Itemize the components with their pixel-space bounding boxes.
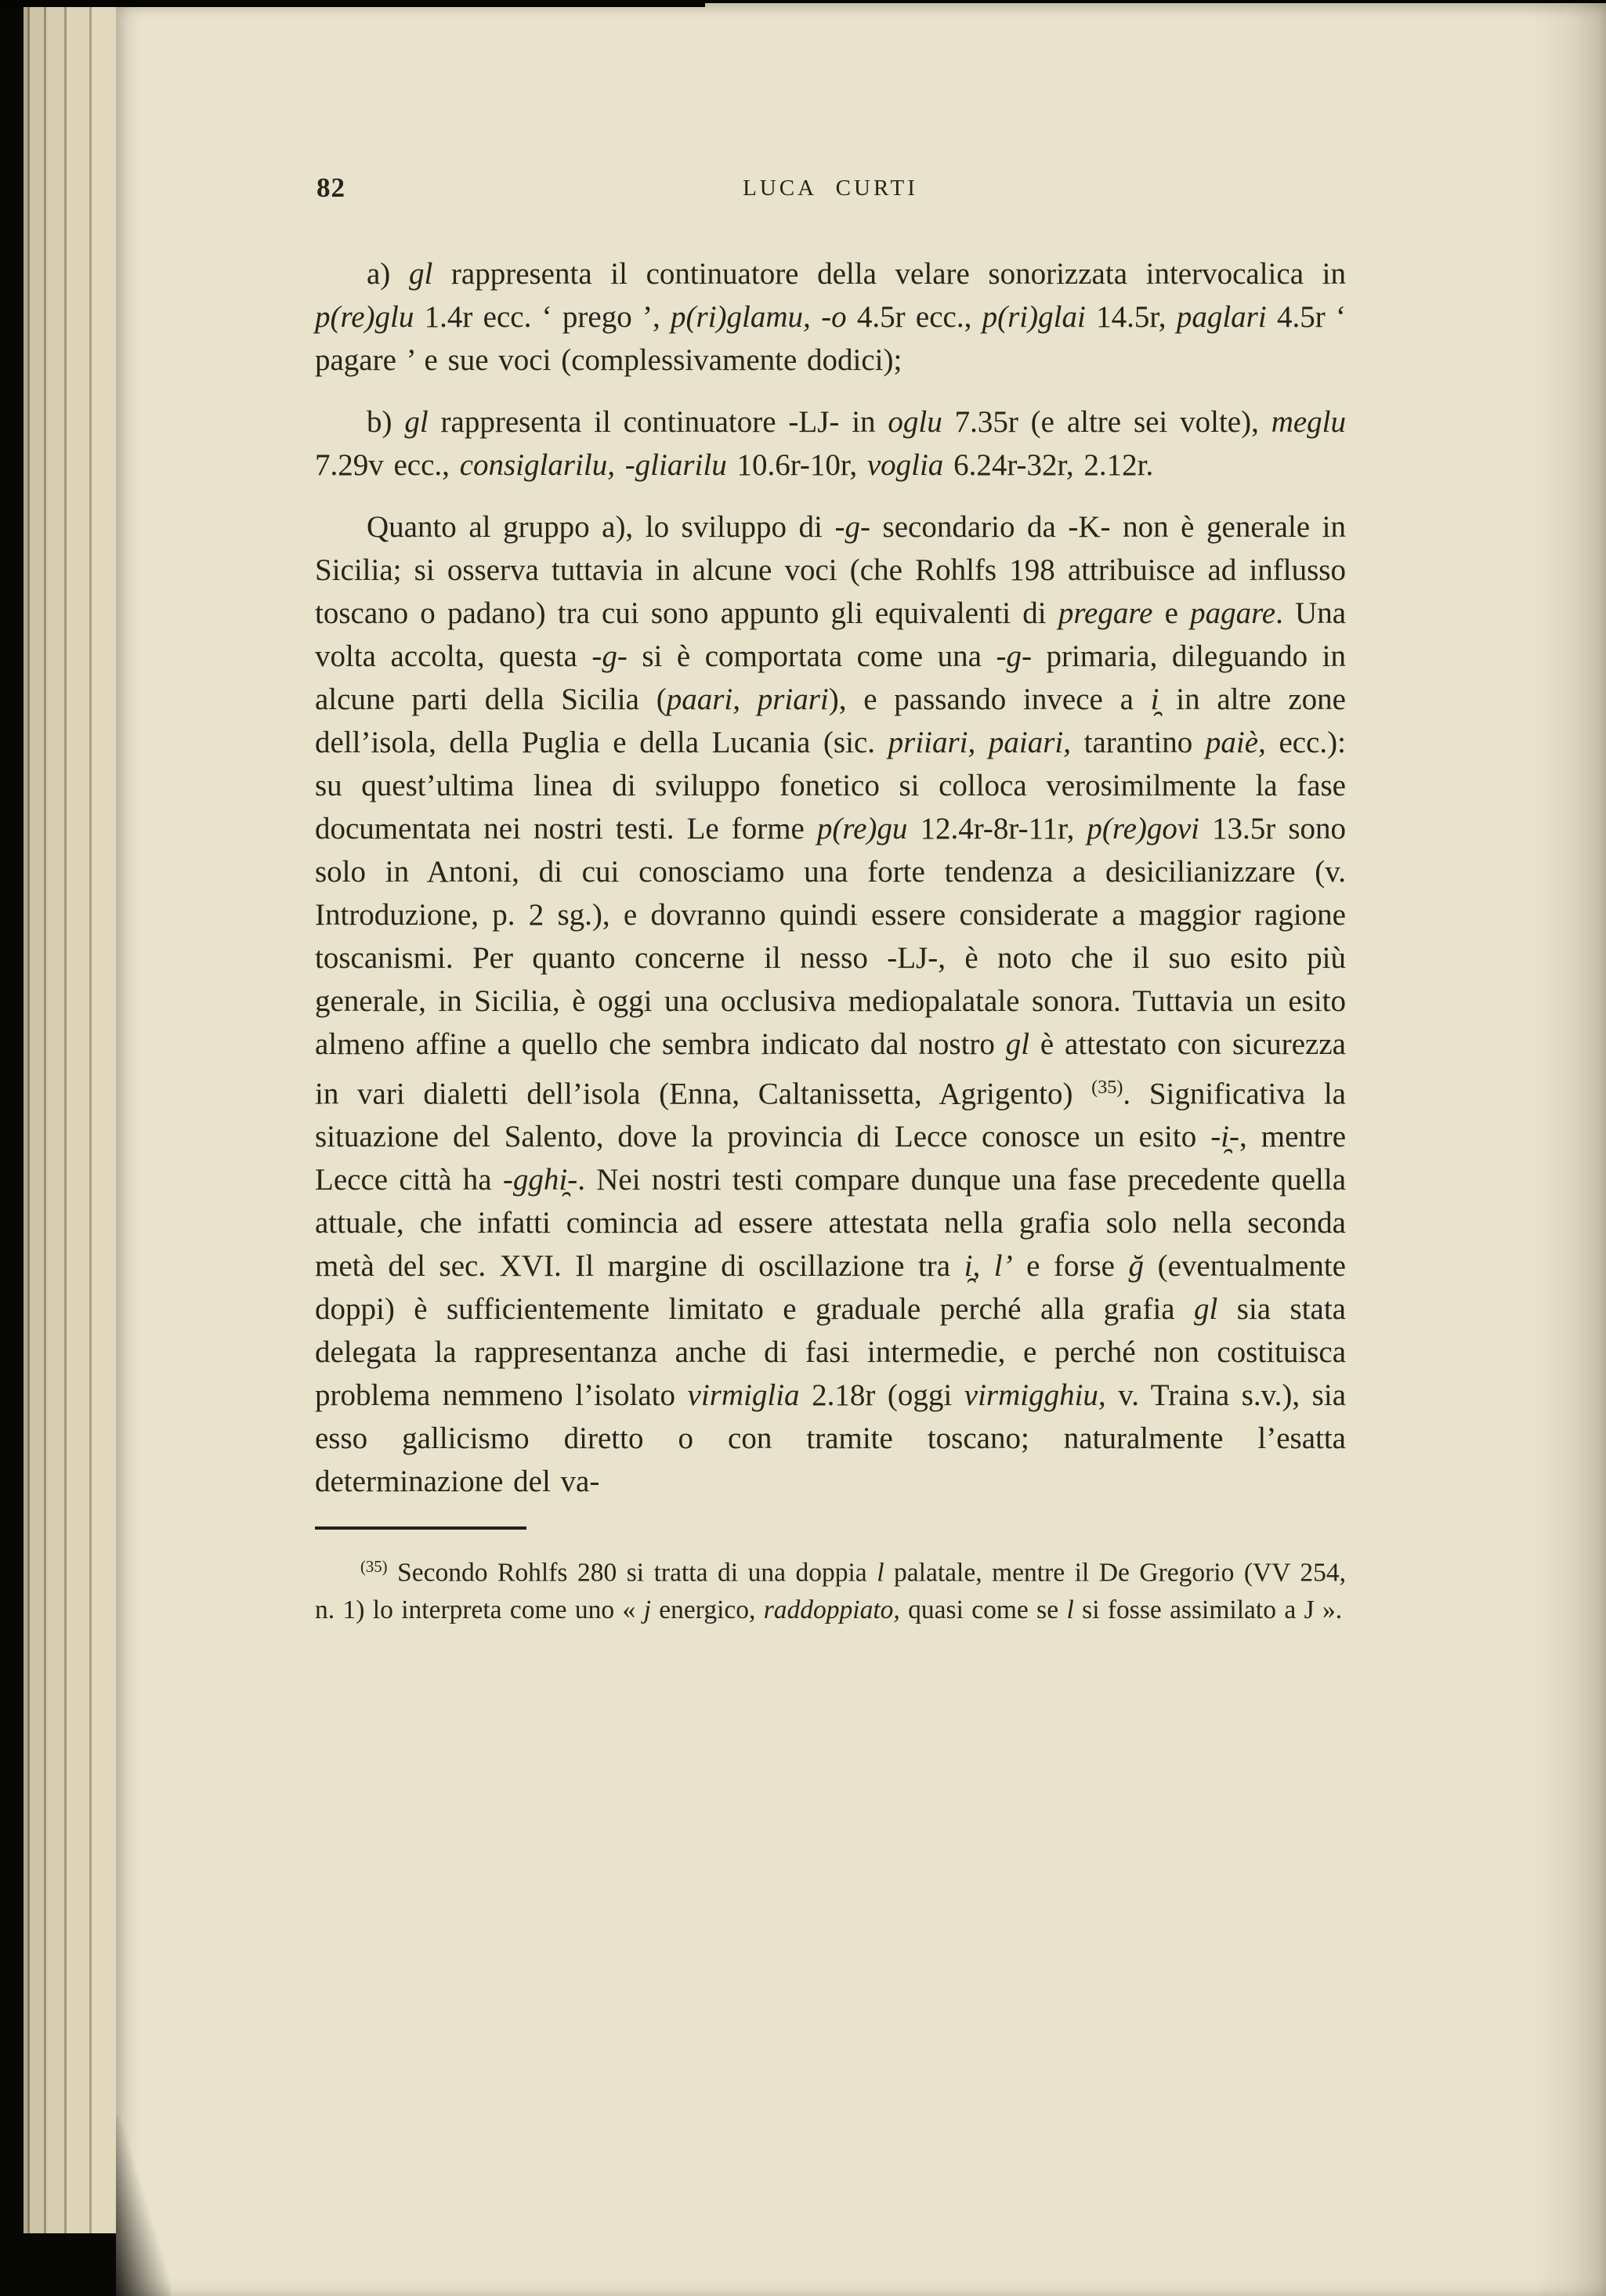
footnote-separator-rule: [315, 1526, 526, 1530]
page-number: 82: [316, 172, 345, 203]
paragraph-item-b: b) gl rappresenta il continuatore -LJ- in oglu 7.35r (e altre sei volte), meglu 7.29v ecc., consiglarilu, -gliarilu 10.6r-10r, voglia 6.24r-32r, 2.12r.: [315, 405, 1346, 482]
scan-top-edge: [0, 0, 705, 7]
page-content: [315, 3, 1346, 1628]
page-edge-stack: [19, 0, 116, 2241]
paragraph-item-a: a) gl rappresenta il continuatore della velare sonorizzata intervocalica in p(re)glu 1.4r ecc. ‘ prego ’, p(ri)glamu, -o 4.5r ecc., p(ri)glai 14.5r, paglari 4.5r ‘ pagare ’ e sue voci (complessivamente dodici);: [315, 257, 1346, 377]
book-page: [116, 3, 1606, 2296]
running-head: [315, 171, 1346, 204]
footnote-35: $^{(35)}$ Secondo Rohlfs 280 si tratta di una doppia l palatale, mentre il De Gregorio (VV 254, n. 1) lo interpreta come uno « j energico, raddoppiato, quasi come se l si fosse assimilato a J ».: [315, 1558, 1346, 1624]
scan-background-corner: [0, 2233, 118, 2296]
body-text: [315, 252, 1346, 1503]
running-head-title: LUCA CURTI: [743, 176, 918, 201]
paragraph-main: Quanto al gruppo a), lo sviluppo di -g- secondario da -K- non è generale in Sicilia; si osserva tuttavia in alcune voci (che Rohlfs 198 attribuisce ad influsso toscano o padano) tra cui sono appunto gli equivalenti di pregare e pagare. Una volta accolta, questa -g- si è comportata come una -g- primaria, dileguando in alcune parti della Sicilia (paari, priari), e passando invece a i̯ in altre zone dell’isola, della Puglia e della Lucania (sic. priiari, paiari, tarantino paiè, ecc.): su quest’ultima linea di sviluppo fonetico si colloca verosimilmente la fase documentata nei nostri testi. Le forme p(re)gu 12.4r-8r-11r, p(re)govi 13.5r sono solo in Antoni, di cui conosciamo una forte tendenza a desicilianizzare (v. Introduzione, p. 2 sg.), e dovranno quindi essere considerate a maggior ragione toscanismi. Per quanto concerne il nesso -LJ-, è noto che il suo esito più generale, in Sicilia, è oggi una occlusiva mediopalatale sonora. Tuttavia un esito almeno affine a quello che sembra indicato dal nostro gl è attestato con sicurezza in vari dialetti dell’isola (Enna, Caltanissetta, Agrigento) $^{(35)}$. Significativa la situazione del Salento, dove la provincia di Lecce conosce un esito -i̯-, mentre Lecce città ha -gghi̯-. Nei nostri testi compare dunque una fase precedente quella attuale, che infatti comincia ad essere attestata nella grafia solo nella seconda metà del sec. XVI. Il margine di oscillazione tra i̯, l’ e forse ğ (eventualmente doppi) è sufficientemente limitato e graduale perché alla grafia gl sia stata delegata la rappresentanza anche di fasi intermedie, e perché non costituisca problema nemmeno l’isolato virmiglia 2.18r (oggi virmigghiu, v. Traina s.v.), sia esso gallicismo diretto o con tramite toscano; naturalmente l’esatta determinazione del va-: [315, 510, 1347, 1499]
